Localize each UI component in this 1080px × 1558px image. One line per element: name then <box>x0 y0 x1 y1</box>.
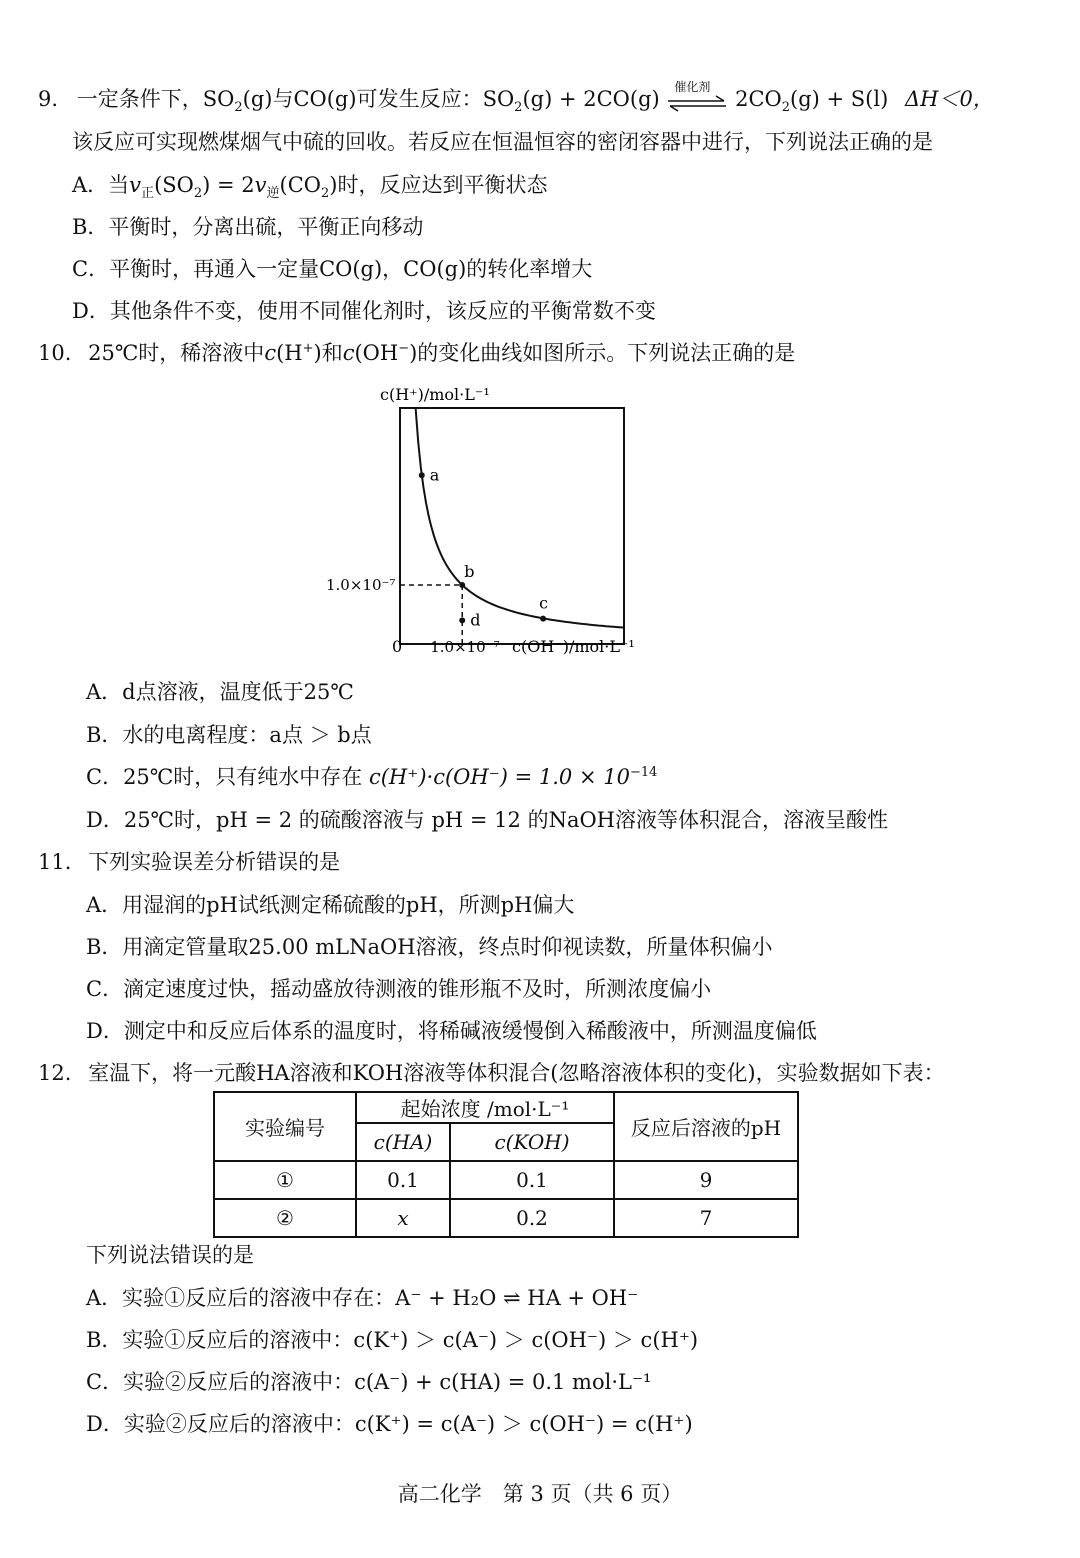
row-ha: x <box>356 1199 450 1237</box>
q9-option-b: B．平衡时，分离出硫，平衡正向移动 <box>72 215 424 239</box>
point-c <box>540 616 546 622</box>
y-tick-label: 1.0×10⁻⁷ <box>326 576 396 594</box>
experiment-table <box>213 1091 799 1238</box>
kw-chart <box>310 380 670 670</box>
q12-stem: 12. 室温下，将一元酸HA溶液和KOH溶液等体积混合(忽略溶液体积的变化)，实验数据如下表： <box>38 1061 945 1085</box>
q10-option-a: A．d点溶液，温度低于25℃ <box>86 680 354 704</box>
q12-option-b: B．实验①反应后的溶液中：c(K⁺) ＞ c(A⁻) ＞ c(OH⁻) ＞ c(H⁺) <box>86 1328 699 1352</box>
q9-option-a: A．当$v_正(SO_2) = 2v_逆(CO_2)$时，反应达到平衡状态 <box>72 173 548 202</box>
q9-stem-line2: 该反应可实现燃煤烟气中硫的回收。若反应在恒温恒容的密闭容器中进行，下列说法正确的是 <box>72 130 933 154</box>
q10-option-b: B．水的电离程度：a点 ＞ b点 <box>86 723 372 747</box>
q12-option-d: D．实验②反应后的溶液中：c(K⁺) = c(A⁻) ＞ c(OH⁻) = c(H⁺) <box>86 1412 693 1436</box>
q11-option-c: C．滴定速度过快，摇动盛放待测液的锥形瓶不及时，所测浓度偏小 <box>86 977 712 1001</box>
point-label-d: d <box>470 610 481 630</box>
table-row <box>214 1199 798 1237</box>
row-id: ① <box>214 1161 356 1199</box>
header-experiment-id: 实验编号 <box>214 1092 356 1161</box>
q9-number: 9. <box>38 87 59 111</box>
row-koh: 0.1 <box>450 1161 614 1199</box>
row-id: ② <box>214 1199 356 1237</box>
y-axis-label: c(H⁺)/mol·L⁻¹ <box>380 385 490 404</box>
row-ph: 9 <box>614 1161 798 1199</box>
q9-option-c: C．平衡时，再通入一定量CO(g)，CO(g)的转化率增大 <box>72 257 593 281</box>
row-ph: 7 <box>614 1199 798 1237</box>
point-d <box>459 617 465 623</box>
header-ph: 反应后溶液的pH <box>614 1092 798 1161</box>
q11-option-b: B．用滴定管量取25.00 mLNaOH溶液，终点时仰视读数，所量体积偏小 <box>86 935 773 959</box>
q12-sub-stem: 下列说法错误的是 <box>86 1243 254 1267</box>
page-footer: 高二化学 第 3 页（共 6 页） <box>397 1482 683 1506</box>
x-tick-label: 1.0×10⁻⁷ <box>430 638 500 656</box>
q10-option-d: D．25℃时，pH = 2 的硫酸溶液与 pH = 12 的NaOH溶液等体积混合，溶液呈酸性 <box>86 808 888 832</box>
point-a <box>419 472 425 478</box>
q11-number: 11. <box>38 850 72 874</box>
q11-option-d: D．测定中和反应后体系的温度时，将稀碱液缓慢倒入稀酸液中，所测温度偏低 <box>86 1019 817 1043</box>
q9-option-d: D．其他条件不变，使用不同催化剂时，该反应的平衡常数不变 <box>72 299 656 323</box>
q12-number: 12. <box>38 1061 72 1085</box>
q12-option-a: A．实验①反应后的溶液中存在：A⁻ + H₂O ⇌ HA + OH⁻ <box>86 1286 639 1310</box>
point-b <box>459 582 465 588</box>
point-label-b: b <box>464 562 475 581</box>
row-koh: 0.2 <box>450 1199 614 1237</box>
q10-stem: 10. 25℃时，稀溶液中c(H+)和c(OH−)的变化曲线如图所示。下列说法正确的是 <box>38 341 796 365</box>
plot-frame <box>400 408 624 644</box>
point-label-a: a <box>429 465 440 485</box>
q12-option-c: C．实验②反应后的溶液中：c(A⁻) + c(HA) = 0.1 mol·L⁻¹ <box>86 1370 652 1394</box>
row-ha: 0.1 <box>356 1161 450 1199</box>
q11-option-a: A．用湿润的pH试纸测定稀硫酸的pH，所测pH偏大 <box>86 893 575 917</box>
origin-label: 0 <box>392 637 403 656</box>
q9-stem-line1: 9. 一定条件下，$SO_2(g)$与CO(g)可发生反应：$SO_2(g) + 2CO(g)$ 催化剂 $2CO_2(g) + S(l)$ ΔH＜0， <box>38 79 994 116</box>
q10-number: 10. <box>38 341 72 365</box>
equilibrium-arrow <box>666 79 728 113</box>
header-c-ha: c(HA) <box>356 1123 450 1161</box>
table-row <box>214 1161 798 1199</box>
q10-option-c: C．25℃时，只有纯水中存在 $c(H^+)\cdot c(OH^-) = 1.0 \times 10^{-14}$ <box>86 765 658 789</box>
x-axis-label: c(OH⁻)/mol·L⁻¹ <box>512 637 635 656</box>
kw-curve <box>416 408 624 628</box>
equilibrium-arrow-icon <box>666 93 728 117</box>
catalyst-label: 催化剂 <box>674 79 711 94</box>
q11-stem: 11. 下列实验误差分析错误的是 <box>38 850 341 874</box>
header-initial-conc: 起始浓度 /mol·L⁻¹ <box>356 1092 614 1123</box>
point-label-c: c <box>539 593 549 613</box>
header-c-koh: c(KOH) <box>450 1123 614 1161</box>
